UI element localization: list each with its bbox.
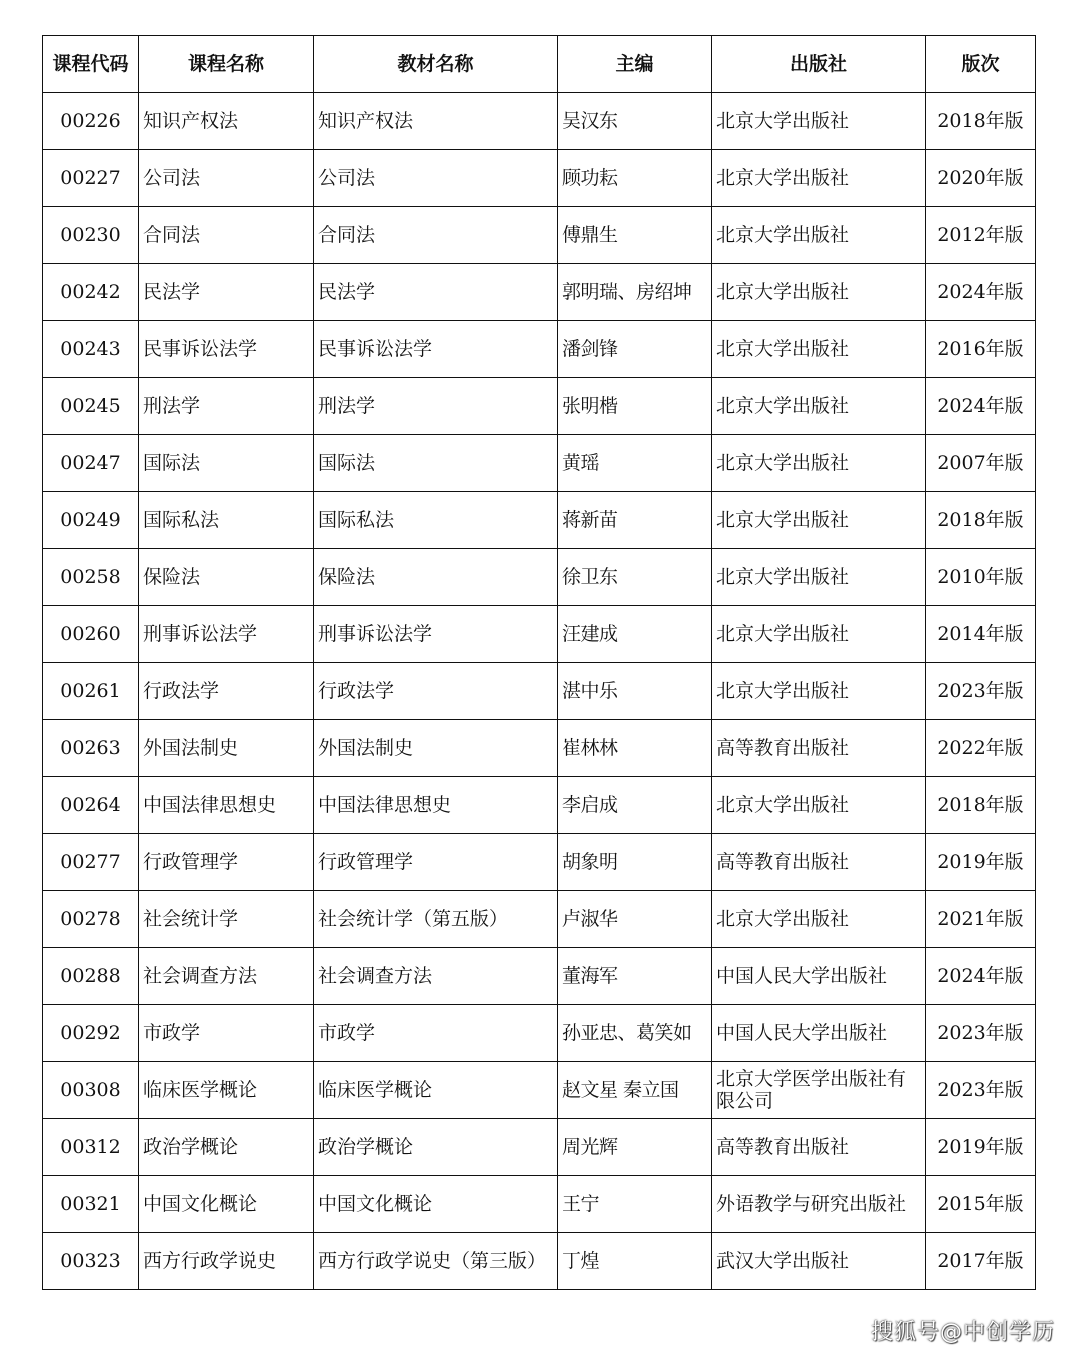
edition-cell: 2017年版 xyxy=(926,1233,1036,1290)
course-name-cell: 公司法 xyxy=(139,150,314,207)
table-row xyxy=(43,663,1036,720)
editor-cell: 张明楷 xyxy=(558,378,712,435)
editor-cell: 周光辉 xyxy=(558,1119,712,1176)
table-row xyxy=(43,1005,1036,1062)
textbook-table-container xyxy=(42,35,1035,1290)
editor-cell: 顾功耘 xyxy=(558,150,712,207)
publisher-cell: 北京大学医学出版社有限公司 xyxy=(712,1062,926,1119)
table-row xyxy=(43,207,1036,264)
editor-cell: 郭明瑞、房绍坤 xyxy=(558,264,712,321)
editor-cell: 蒋新苗 xyxy=(558,492,712,549)
editor-cell: 黄瑶 xyxy=(558,435,712,492)
course-name-cell: 民事诉讼法学 xyxy=(139,321,314,378)
textbook-name-cell: 中国法律思想史 xyxy=(314,777,558,834)
table-row xyxy=(43,549,1036,606)
editor-cell: 湛中乐 xyxy=(558,663,712,720)
table-row xyxy=(43,93,1036,150)
edition-cell: 2019年版 xyxy=(926,834,1036,891)
editor-cell: 吴汉东 xyxy=(558,93,712,150)
course-code-cell: 00261 xyxy=(43,663,139,720)
edition-cell: 2007年版 xyxy=(926,435,1036,492)
course-code-cell: 00278 xyxy=(43,891,139,948)
course-name-cell: 政治学概论 xyxy=(139,1119,314,1176)
edition-cell: 2024年版 xyxy=(926,378,1036,435)
editor-cell: 董海军 xyxy=(558,948,712,1005)
publisher-cell: 北京大学出版社 xyxy=(712,891,926,948)
editor-cell: 汪建成 xyxy=(558,606,712,663)
table-row xyxy=(43,378,1036,435)
course-name-cell: 保险法 xyxy=(139,549,314,606)
editor-cell: 丁煌 xyxy=(558,1233,712,1290)
course-code-cell: 00308 xyxy=(43,1062,139,1119)
table-row xyxy=(43,834,1036,891)
textbook-name-cell: 民事诉讼法学 xyxy=(314,321,558,378)
course-code-cell: 00323 xyxy=(43,1233,139,1290)
course-name-cell: 外国法制史 xyxy=(139,720,314,777)
textbook-name-cell: 市政学 xyxy=(314,1005,558,1062)
table-row xyxy=(43,1062,1036,1119)
editor-cell: 孙亚忠、葛笑如 xyxy=(558,1005,712,1062)
header-textbook-name: 教材名称 xyxy=(314,36,558,93)
publisher-cell: 高等教育出版社 xyxy=(712,834,926,891)
editor-cell: 卢淑华 xyxy=(558,891,712,948)
textbook-name-cell: 刑法学 xyxy=(314,378,558,435)
course-code-cell: 00321 xyxy=(43,1176,139,1233)
edition-cell: 2024年版 xyxy=(926,948,1036,1005)
edition-cell: 2022年版 xyxy=(926,720,1036,777)
publisher-cell: 外语教学与研究出版社 xyxy=(712,1176,926,1233)
edition-cell: 2018年版 xyxy=(926,777,1036,834)
course-code-cell: 00312 xyxy=(43,1119,139,1176)
course-code-cell: 00260 xyxy=(43,606,139,663)
header-edition: 版次 xyxy=(926,36,1036,93)
publisher-cell: 北京大学出版社 xyxy=(712,93,926,150)
textbook-name-cell: 社会统计学（第五版） xyxy=(314,891,558,948)
course-name-cell: 临床医学概论 xyxy=(139,1062,314,1119)
course-name-cell: 行政管理学 xyxy=(139,834,314,891)
course-code-cell: 00264 xyxy=(43,777,139,834)
publisher-cell: 北京大学出版社 xyxy=(712,606,926,663)
textbook-name-cell: 刑事诉讼法学 xyxy=(314,606,558,663)
course-name-cell: 民法学 xyxy=(139,264,314,321)
textbook-name-cell: 民法学 xyxy=(314,264,558,321)
table-row xyxy=(43,264,1036,321)
course-code-cell: 00249 xyxy=(43,492,139,549)
textbook-name-cell: 西方行政学说史（第三版） xyxy=(314,1233,558,1290)
table-body xyxy=(43,93,1036,1290)
textbook-name-cell: 知识产权法 xyxy=(314,93,558,150)
table-header xyxy=(43,36,1036,93)
course-code-cell: 00263 xyxy=(43,720,139,777)
edition-cell: 2014年版 xyxy=(926,606,1036,663)
edition-cell: 2018年版 xyxy=(926,492,1036,549)
table-row xyxy=(43,492,1036,549)
edition-cell: 2023年版 xyxy=(926,1062,1036,1119)
course-code-cell: 00242 xyxy=(43,264,139,321)
course-code-cell: 00230 xyxy=(43,207,139,264)
course-name-cell: 社会调查方法 xyxy=(139,948,314,1005)
textbook-name-cell: 临床医学概论 xyxy=(314,1062,558,1119)
editor-cell: 胡象明 xyxy=(558,834,712,891)
edition-cell: 2019年版 xyxy=(926,1119,1036,1176)
course-name-cell: 中国文化概论 xyxy=(139,1176,314,1233)
header-course-code: 课程代码 xyxy=(43,36,139,93)
editor-cell: 潘剑锋 xyxy=(558,321,712,378)
textbook-name-cell: 社会调查方法 xyxy=(314,948,558,1005)
textbook-name-cell: 公司法 xyxy=(314,150,558,207)
course-name-cell: 社会统计学 xyxy=(139,891,314,948)
header-publisher: 出版社 xyxy=(712,36,926,93)
table-row xyxy=(43,777,1036,834)
textbook-table xyxy=(42,35,1036,1290)
header-course-name: 课程名称 xyxy=(139,36,314,93)
publisher-cell: 北京大学出版社 xyxy=(712,321,926,378)
publisher-cell: 北京大学出版社 xyxy=(712,777,926,834)
course-code-cell: 00243 xyxy=(43,321,139,378)
textbook-name-cell: 中国文化概论 xyxy=(314,1176,558,1233)
course-name-cell: 国际法 xyxy=(139,435,314,492)
course-code-cell: 00292 xyxy=(43,1005,139,1062)
header-row xyxy=(43,36,1036,93)
publisher-cell: 北京大学出版社 xyxy=(712,207,926,264)
edition-cell: 2020年版 xyxy=(926,150,1036,207)
course-code-cell: 00277 xyxy=(43,834,139,891)
course-name-cell: 行政法学 xyxy=(139,663,314,720)
textbook-name-cell: 保险法 xyxy=(314,549,558,606)
course-name-cell: 刑事诉讼法学 xyxy=(139,606,314,663)
edition-cell: 2023年版 xyxy=(926,1005,1036,1062)
edition-cell: 2023年版 xyxy=(926,663,1036,720)
editor-cell: 傅鼎生 xyxy=(558,207,712,264)
publisher-cell: 中国人民大学出版社 xyxy=(712,948,926,1005)
textbook-name-cell: 合同法 xyxy=(314,207,558,264)
table-row xyxy=(43,321,1036,378)
table-row xyxy=(43,720,1036,777)
publisher-cell: 北京大学出版社 xyxy=(712,264,926,321)
editor-cell: 徐卫东 xyxy=(558,549,712,606)
course-name-cell: 合同法 xyxy=(139,207,314,264)
publisher-cell: 武汉大学出版社 xyxy=(712,1233,926,1290)
publisher-cell: 高等教育出版社 xyxy=(712,720,926,777)
edition-cell: 2016年版 xyxy=(926,321,1036,378)
publisher-cell: 北京大学出版社 xyxy=(712,663,926,720)
textbook-name-cell: 行政管理学 xyxy=(314,834,558,891)
course-code-cell: 00247 xyxy=(43,435,139,492)
editor-cell: 王宁 xyxy=(558,1176,712,1233)
course-name-cell: 中国法律思想史 xyxy=(139,777,314,834)
textbook-name-cell: 政治学概论 xyxy=(314,1119,558,1176)
table-row xyxy=(43,891,1036,948)
course-code-cell: 00227 xyxy=(43,150,139,207)
edition-cell: 2010年版 xyxy=(926,549,1036,606)
course-code-cell: 00226 xyxy=(43,93,139,150)
course-name-cell: 西方行政学说史 xyxy=(139,1233,314,1290)
table-row xyxy=(43,150,1036,207)
publisher-cell: 北京大学出版社 xyxy=(712,492,926,549)
textbook-name-cell: 外国法制史 xyxy=(314,720,558,777)
editor-cell: 李启成 xyxy=(558,777,712,834)
textbook-name-cell: 行政法学 xyxy=(314,663,558,720)
editor-cell: 崔林林 xyxy=(558,720,712,777)
table-row xyxy=(43,606,1036,663)
edition-cell: 2012年版 xyxy=(926,207,1036,264)
edition-cell: 2024年版 xyxy=(926,264,1036,321)
editor-cell: 赵文星 秦立国 xyxy=(558,1062,712,1119)
publisher-cell: 北京大学出版社 xyxy=(712,150,926,207)
publisher-cell: 北京大学出版社 xyxy=(712,435,926,492)
edition-cell: 2015年版 xyxy=(926,1176,1036,1233)
publisher-cell: 北京大学出版社 xyxy=(712,378,926,435)
table-row xyxy=(43,1176,1036,1233)
course-code-cell: 00245 xyxy=(43,378,139,435)
edition-cell: 2018年版 xyxy=(926,93,1036,150)
table-row xyxy=(43,948,1036,1005)
course-name-cell: 国际私法 xyxy=(139,492,314,549)
textbook-name-cell: 国际法 xyxy=(314,435,558,492)
course-code-cell: 00288 xyxy=(43,948,139,1005)
edition-cell: 2021年版 xyxy=(926,891,1036,948)
course-name-cell: 知识产权法 xyxy=(139,93,314,150)
publisher-cell: 高等教育出版社 xyxy=(712,1119,926,1176)
course-code-cell: 00258 xyxy=(43,549,139,606)
publisher-cell: 中国人民大学出版社 xyxy=(712,1005,926,1062)
table-row xyxy=(43,1119,1036,1176)
course-name-cell: 市政学 xyxy=(139,1005,314,1062)
table-row xyxy=(43,435,1036,492)
publisher-cell: 北京大学出版社 xyxy=(712,549,926,606)
watermark-text: 搜狐号@中创学历 xyxy=(870,1320,1055,1345)
header-editor: 主编 xyxy=(558,36,712,93)
textbook-name-cell: 国际私法 xyxy=(314,492,558,549)
table-row xyxy=(43,1233,1036,1290)
course-name-cell: 刑法学 xyxy=(139,378,314,435)
